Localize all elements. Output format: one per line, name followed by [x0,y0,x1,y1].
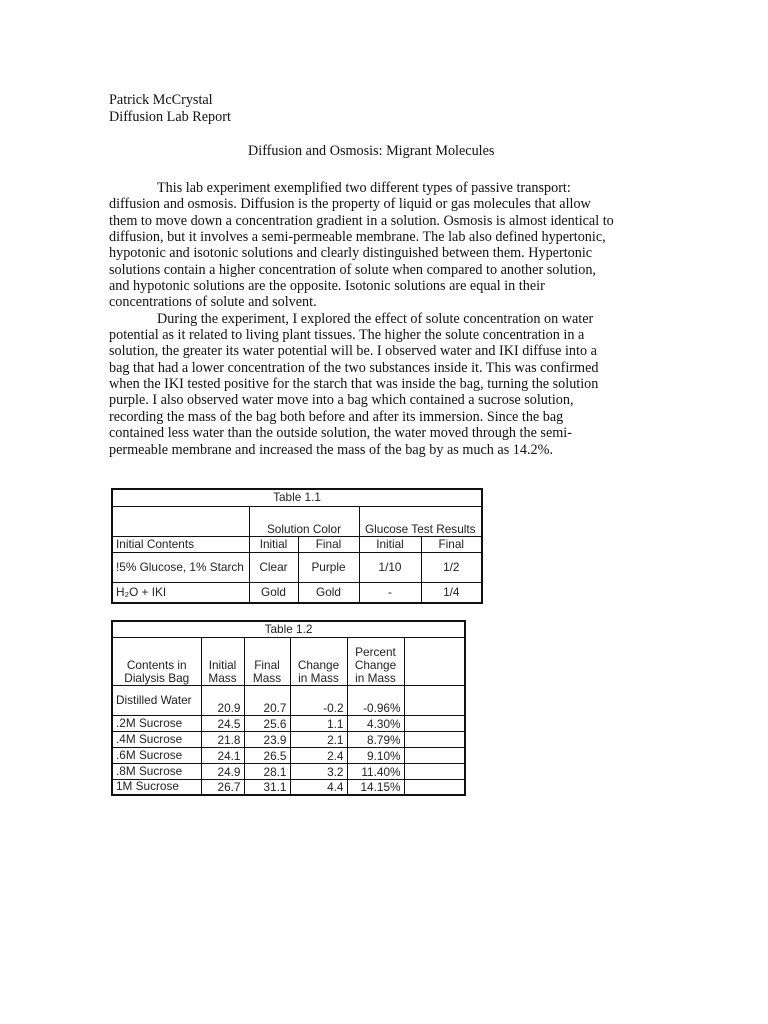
cell: 26.5 [244,747,290,763]
header-initial-contents: Initial Contents [112,536,249,552]
text-line: contained less water than the outside solution, the water moved through the semi- [109,425,572,442]
cell: 3.2 [290,763,347,779]
text-line: solution, the greater its water potential will be. I observed water and IKI diffuse into a [109,343,597,360]
header-solution-color: Solution Color [249,506,359,536]
cell: -0.2 [290,685,347,715]
cell: Distilled Water [112,685,201,715]
cell: 4.4 [290,779,347,795]
table-title: Table 1.2 [112,621,465,637]
text-line: hypotonic and isotonic solutions and clearly distinguished between them. Hypertonic [109,245,593,262]
column-header: Contents in Dialysis Bag [112,637,201,685]
cell: 26.7 [201,779,244,795]
text-line: permeable membrane and increased the mass of the bag by as much as 14.2%. [109,441,553,458]
cell: 24.5 [201,715,244,731]
cell: .2M Sucrose [112,715,201,731]
cell: 4.30% [347,715,404,731]
cell [404,779,465,795]
header-final: Final [298,536,359,552]
table-title: Table 1.1 [112,489,482,506]
text-line: purple. I also observed water move into a bag which contained a sucrose solution, [109,392,574,409]
cell [404,763,465,779]
author: Patrick McCrystal [109,92,213,108]
text-line: This lab experiment exemplified two different types of passive transport: [157,180,571,196]
cell: 2.1 [290,731,347,747]
cell: 1M Sucrose [112,779,201,795]
cell [404,715,465,731]
table-row [112,779,465,795]
cell: Purple [298,552,359,582]
table-row [112,763,465,779]
cell: 24.9 [201,763,244,779]
cell: Clear [249,552,298,582]
cell: 23.9 [244,731,290,747]
cell: 2.4 [290,747,347,763]
table-1-2 [111,620,466,796]
table-row [112,685,465,715]
text-line: potential as it related to living plant tissues. The higher the solute concentration in a [109,327,585,344]
report-name: Diffusion Lab Report [109,109,231,125]
cell: 24.1 [201,747,244,763]
table-row [112,731,465,747]
text-line: During the experiment, I explored the effect of solute concentration on water [157,310,594,327]
cell: 1.1 [290,715,347,731]
table-1-1 [111,488,483,604]
cell: 20.9 [201,685,244,715]
table-row [112,747,465,763]
cell: Gold [249,582,298,603]
cell [404,747,465,763]
cell: 20.7 [244,685,290,715]
text-line: bag that had a lower concentration of the two substances inside it. This was confirmed [109,359,599,376]
column-header: Change in Mass [290,637,347,685]
column-header: Percent Change in Mass [347,637,404,685]
cell: 21.8 [201,731,244,747]
cell: 9.10% [347,747,404,763]
cell: 1/10 [359,552,421,582]
text-line: diffusion and osmosis. Diffusion is the property of liquid or gas molecules that allow [109,196,591,213]
cell: 25.6 [244,715,290,731]
cell: 28.1 [244,763,290,779]
cell: 8.79% [347,731,404,747]
cell: Gold [298,582,359,603]
body-text [109,180,614,458]
text-line: recording the mass of the bag both before and after its immersion. Since the bag [109,408,564,425]
table-row [112,715,465,731]
cell: 1/2 [421,552,482,582]
cell: H₂O + IKI [112,582,249,603]
header-final: Final [421,536,482,552]
cell [404,685,465,715]
cell [404,731,465,747]
column-header: Initial Mass [201,637,244,685]
text-line: and hypotonic solutions are the opposite. Isotonic solutions are equal in their [109,278,545,295]
cell: 11.40% [347,763,404,779]
text-line: them to move down a concentration gradient in a solution. Osmosis is almost identical to [109,212,614,229]
text-line: when the IKI tested positive for the starch that was inside the bag, turning the solution [109,376,599,393]
header-glucose-test: Glucose Test Results [359,506,482,536]
cell: 1/4 [421,582,482,603]
text-line: concentrations of solute and solvent. [109,294,317,311]
cell: 14.15% [347,779,404,795]
text-line: diffusion, but it involves a semi-permeable membrane. The lab also defined hypertonic, [109,229,606,246]
table-row [112,582,482,603]
document-title: Diffusion and Osmosis: Migrant Molecules [248,143,495,159]
cell: - [359,582,421,603]
header-initial: Initial [359,536,421,552]
cell: -0.96% [347,685,404,715]
cell: .8M Sucrose [112,763,201,779]
cell: .4M Sucrose [112,731,201,747]
header-initial: Initial [249,536,298,552]
table-row [112,552,482,582]
cell: !5% Glucose, 1% Starch [112,552,249,582]
cell: .6M Sucrose [112,747,201,763]
cell: 31.1 [244,779,290,795]
text-line: solutions contain a higher concentration of solute when compared to another solution, [109,261,596,278]
column-header [404,637,465,685]
column-header: Final Mass [244,637,290,685]
